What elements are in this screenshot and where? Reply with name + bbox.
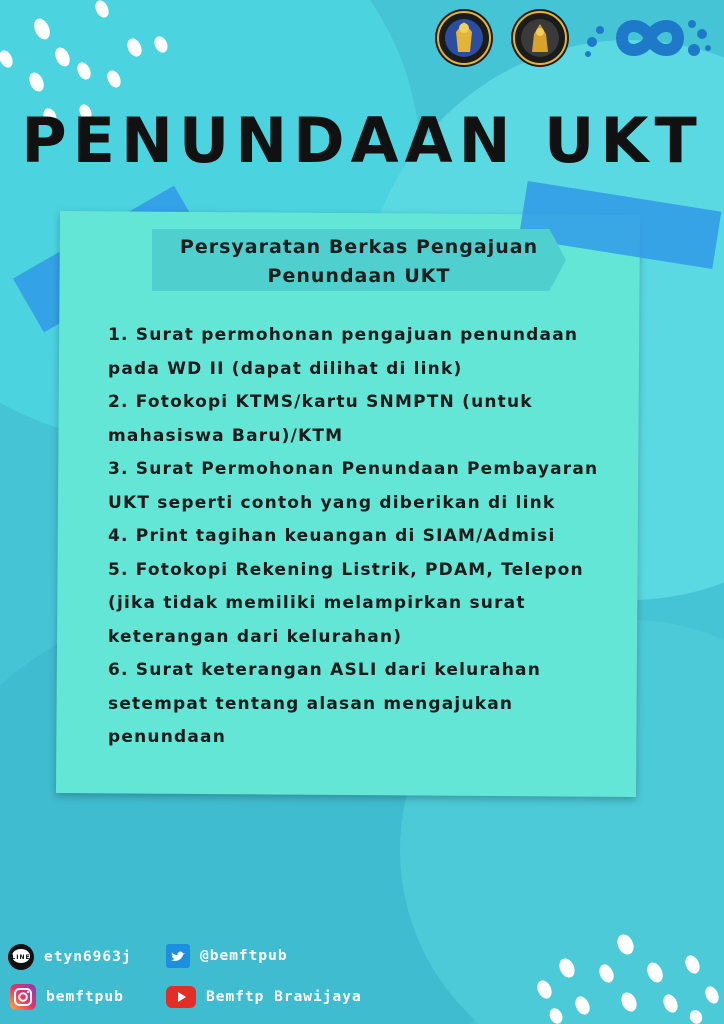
youtube-handle: Bemftp Brawijaya bbox=[206, 989, 362, 1005]
youtube-icon bbox=[166, 986, 196, 1008]
list-item: pada WD II (dapat dilihat di link) bbox=[108, 358, 463, 379]
instagram-handle: bemftpub bbox=[46, 989, 124, 1005]
page-title: PENUNDAAN UKT bbox=[21, 104, 703, 177]
faculty-seal-icon bbox=[510, 8, 570, 68]
list-item: penundaan bbox=[108, 727, 227, 747]
requirements-list bbox=[108, 319, 618, 755]
line-handle: etyn6963j bbox=[44, 949, 132, 965]
instagram-icon bbox=[10, 984, 36, 1010]
list-item: 5. Fotokopi Rekening Listrik, PDAM, Telepon bbox=[108, 559, 584, 580]
line-icon bbox=[8, 944, 34, 970]
infinity-logo-icon bbox=[582, 10, 718, 66]
card-heading-line: Persyaratan Berkas Pengajuan bbox=[179, 236, 539, 258]
universitas-brawijaya-seal-icon bbox=[434, 8, 494, 68]
list-item: UKT seperti contoh yang diberikan di link bbox=[108, 492, 556, 513]
list-item: 3. Surat Permohonan Penundaan Pembayaran bbox=[108, 459, 599, 479]
card-heading bbox=[152, 233, 566, 291]
svg-text:LINE: LINE bbox=[11, 954, 31, 961]
list-item: (jika tidak memiliki melampirkan surat bbox=[108, 593, 526, 613]
social-twitter bbox=[166, 944, 288, 968]
social-youtube bbox=[166, 986, 362, 1008]
twitter-icon bbox=[166, 944, 190, 968]
twitter-handle: @bemftpub bbox=[200, 948, 288, 964]
social-instagram bbox=[10, 984, 124, 1010]
list-item: setempat tentang alasan mengajukan bbox=[108, 693, 514, 714]
list-item: keterangan dari kelurahan) bbox=[108, 626, 403, 647]
logo-bar bbox=[430, 4, 720, 72]
list-item: 4. Print tagihan keuangan di SIAM/Admisi bbox=[108, 526, 556, 546]
list-item: mahasiswa Baru)/KTM bbox=[108, 425, 344, 446]
list-item: 2. Fotokopi KTMS/kartu SNMPTN (untuk bbox=[108, 392, 533, 412]
card-heading-line: Penundaan UKT bbox=[267, 265, 451, 287]
social-line bbox=[8, 944, 132, 970]
list-item: 1. Surat permohonan pengajuan penundaan bbox=[108, 325, 579, 345]
list-item: 6. Surat keterangan ASLI dari kelurahan bbox=[108, 660, 541, 680]
